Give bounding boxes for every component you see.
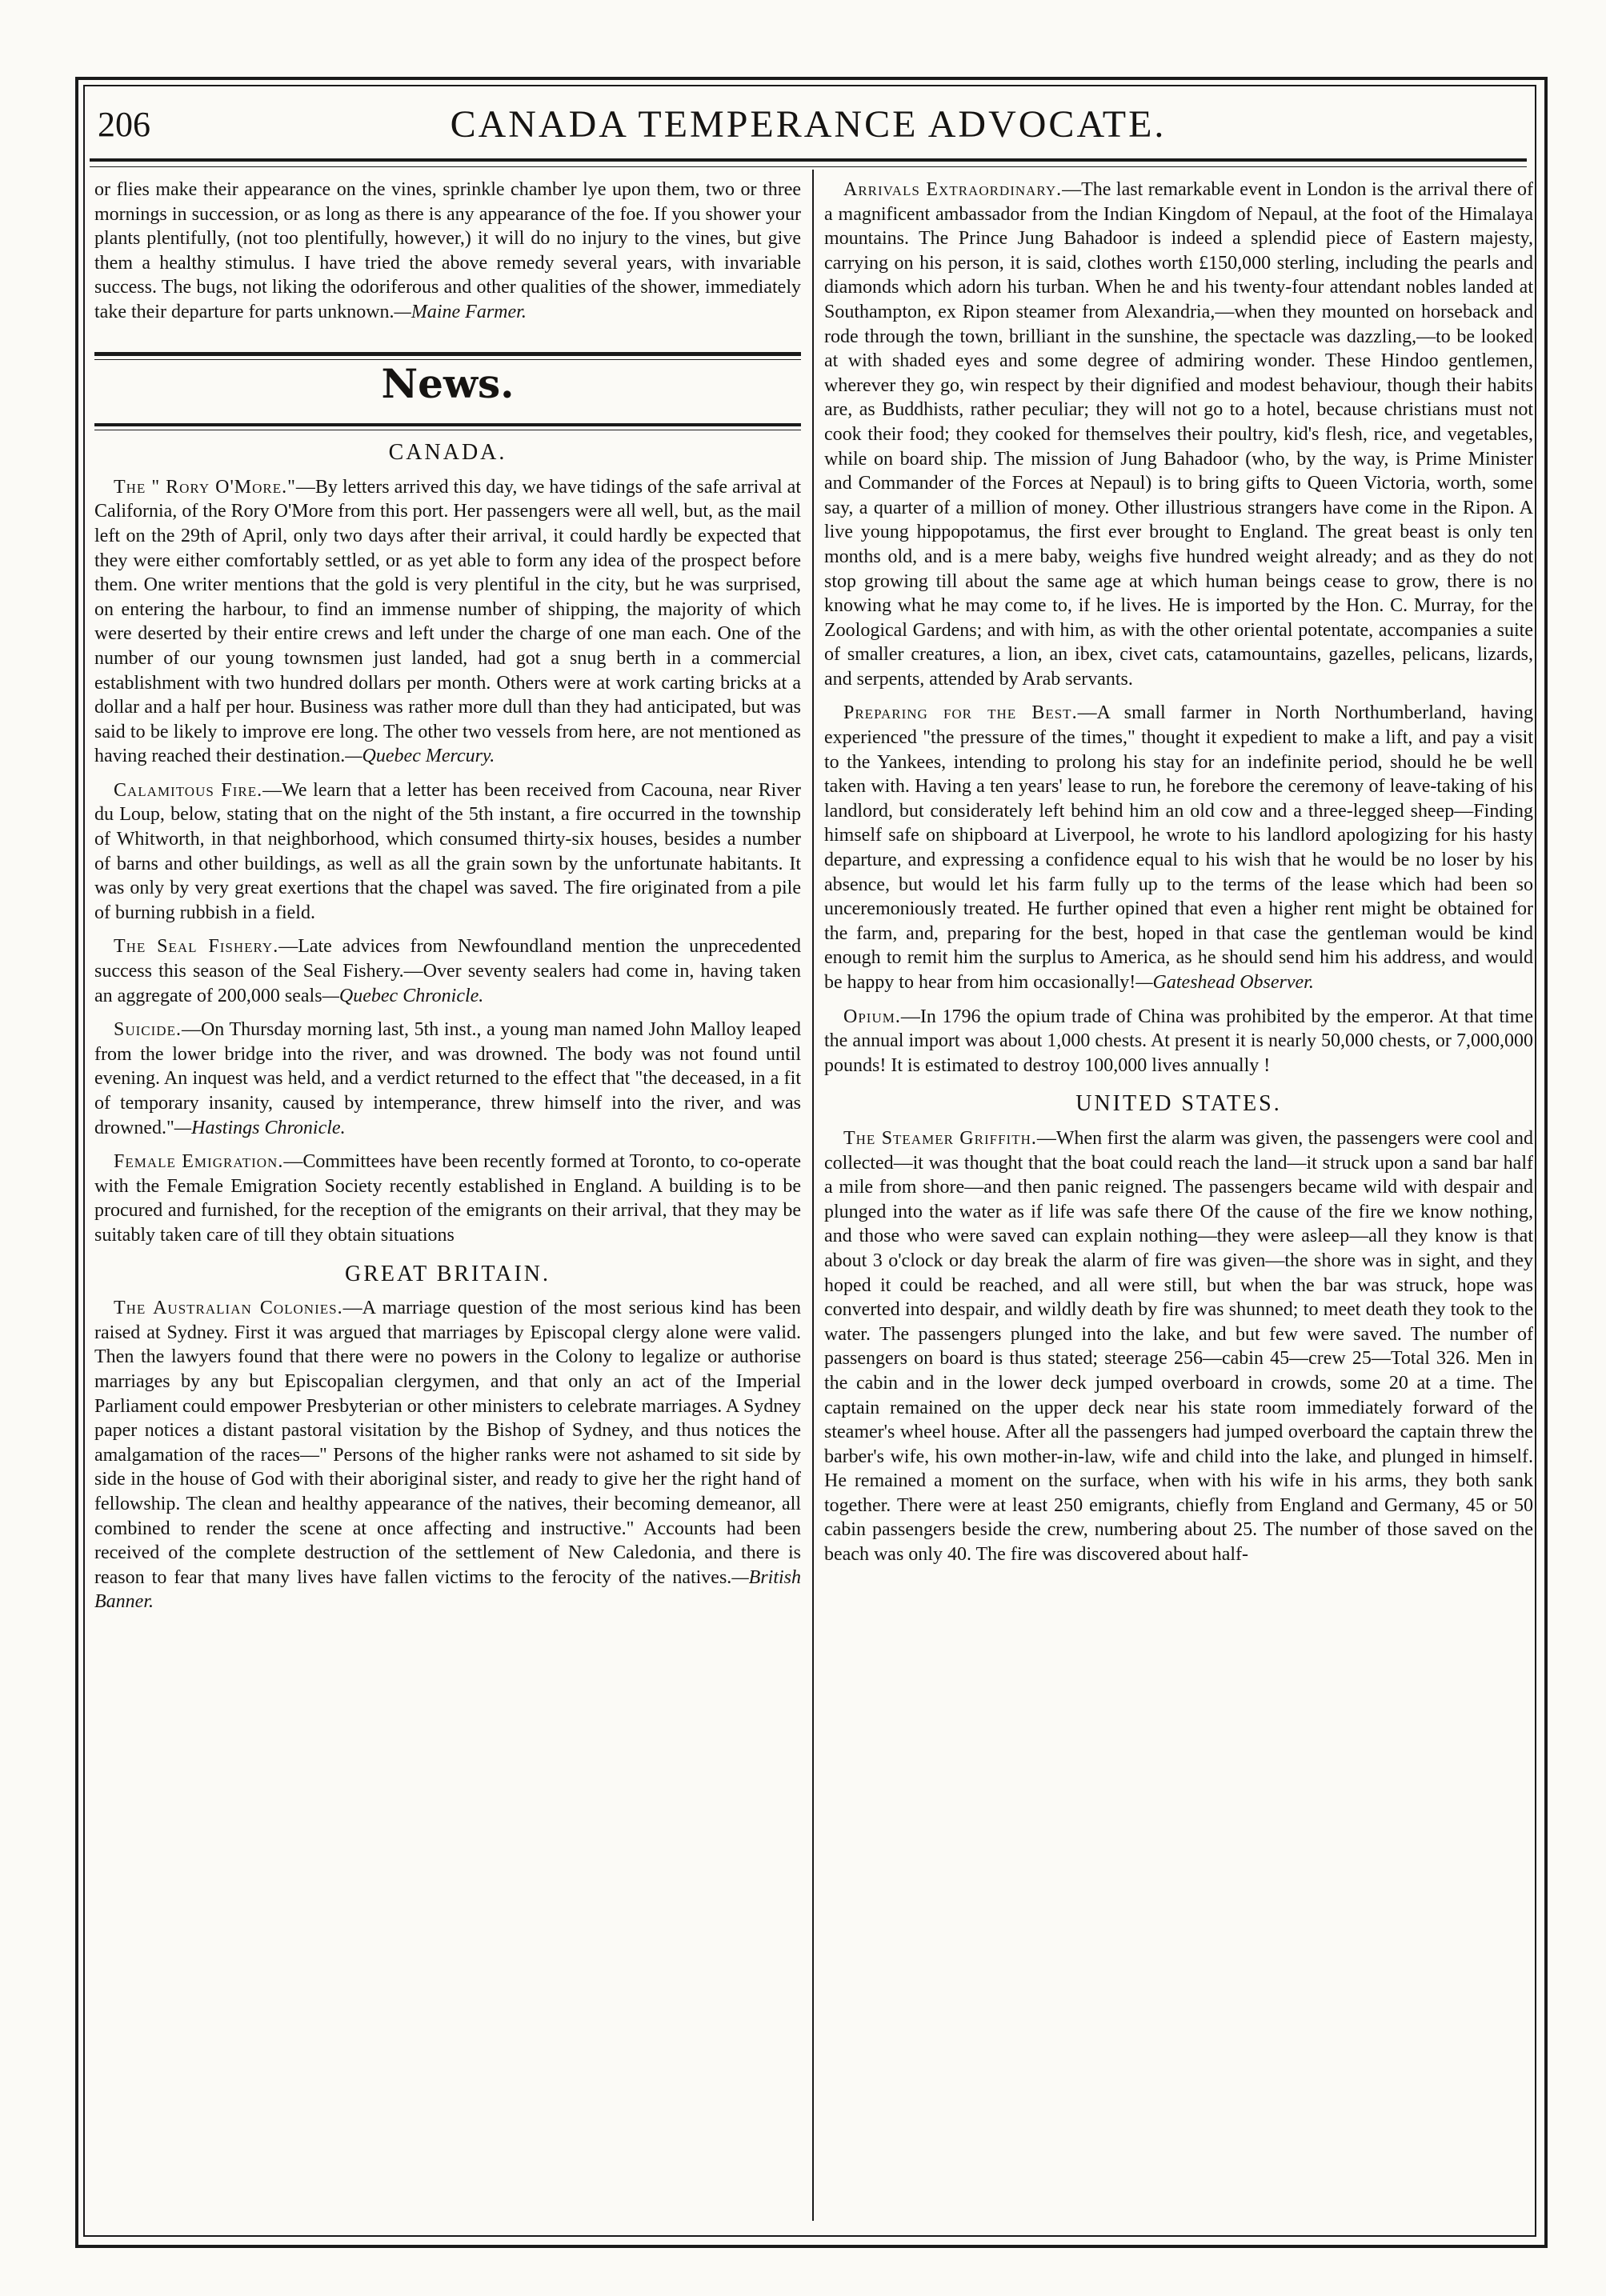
article-source: —Maine Farmer. (394, 301, 527, 322)
article-body: —When first the alarm was given, the passengers were cool and collected—it was thought that the boat could reach the land—it struck upon a sand bar half a mile from shore—and then panic reigned. The passengers became wild with despair and plunged into the water as if life was safe there Of the cause of the fire we know nothing, and those who were saved can explain nothing—they were asleep—all they know is that about 3 o'clock or day break the alarm of fire was given—the shore was in sight, and they hoped it could be reached, and all were still, but when the bar was struck, hope was converted into despair, and wildly death by fire was shunned; to meet death they took to the water. The passengers plunged into the lake, and but few were saved. The number of passengers on board is thus stated; steerage 256—cabin 45—crew 25—Total 326. Men in the cabin and in the lower deck jumped overboard in crowds, some 20 at a time. The captain remained on the upper deck near his state room immediately forward of the steamer's wheel house. After all the passengers had jumped overboard the captain threw the barber's wife, his own mother-in-law, wife and child into the lake, and plunged in himself. He remained a moment on the surface, when with his wife in his arms, they both sank together. There were at least 250 emigrants, chiefly from England and Germany, 45 or 50 cabin passengers beside the crew, numbering about 25. The number of those saved on the beach was only 40. The fire was discovered about half- (824, 1127, 1533, 1566)
section-heading-canada: CANADA. (388, 440, 507, 466)
article-body: or flies make their appearance on the vines, sprinkle chamber lye upon them, two or three mornings in succession, or as long as there is any appearance of the foe. If you shower your plants plentifully, (not too plentifully, however,) it will do no injury to the vines, but give them a healthy stimulus. I have tried the above remedy several years, with invariable success. The bugs, not liking the odoriferous and other qualities of the shower, immediately take their departure for parts unknown. (94, 179, 801, 322)
article-headline: Female Emigration. (114, 1151, 284, 1173)
article-headline: Arrivals Extraordinary. (843, 179, 1063, 200)
page-number: 206 (98, 105, 150, 144)
header-rule (90, 158, 1527, 162)
article-body: —A small farmer in North Northumberland, having experienced "the pressure of the times," thought it expedient to make a lift, and pay a visit to the Yankees, intending to prolong his stay for an indefinite period, should he be well taken with. Having a ten years' lease to run, he forebore the ceremony of leave-taking of his landlord, but considerately left behind him an old cow and a three-legged sheep—Finding himself safe on shipboard at Liverpool, he wrote to his landlord apologizing for his hasty departure, and expressing a confidence equal to his wish that he would be no loser by his absence, but would let his farm fully up to the terms of the lease which had been so unceremoniously treated. He further opined that even a higher rent might be obtained for the farm, and, preparing for the best, hoped in that case the gentleman would be kind enough to remit him the surplus to America, as he should send him his address, and would be happy to hear from him occasionally! (824, 702, 1533, 993)
article-suicide (94, 1018, 801, 1140)
header-rule-thin (90, 166, 1527, 167)
article-headline: The Steamer Griffith. (843, 1127, 1037, 1149)
news-rule-bottom (94, 423, 801, 426)
news-rule-top (94, 352, 801, 356)
page-header (90, 98, 1527, 154)
article-headline: The Australian Colonies. (114, 1298, 343, 1319)
article-headline: Preparing for the Best. (843, 702, 1078, 724)
article-body: —Committees have been recently formed at Toronto, to co-operate with the Female Emigration Society recently established in England. A building is to be procured and furnished, for the reception of the emigrants on their arrival, that they may be suitably taken care of till they obtain situations (94, 1151, 802, 1246)
article-body: —We learn that a letter has been received from Cacouna, near River du Loup, below, stating that on the night of the 5th instant, a fire occurred in the township of Whitworth, in that neighborhood, which consumed thirty-six houses, besides a number of barns and other buildings, as well as all the grain sown by the unfortunate habitants. It was only by very great exertions that the chapel was saved. The fire originated from a pile of burning rubbish in a field. (94, 779, 801, 923)
article-body: —In 1796 the opium trade of China was prohibited by the emperor. At that time the annual import was about 1,000 chests. At present it is nearly 50,000 chests, or 7,000,000 pounds! It is estimated to destroy 100,000 lives annually ! (824, 1006, 1533, 1076)
article-body: —A marriage question of the most serious kind has been raised at Sydney. First it was argued that marriages by Episcopal clergy alone were valid. Then the lawyers found that there were no powers in the Colony to legalize or authorise marriages by any but Episcopalian clergymen, and that only an act of the Imperial Parliament could empower Presbyterian or other ministers to celebrate marriages. A Sydney paper notices a distant pastoral visitation by the Bishop of Sydney, and thus notices the amalgamation of the races—" Persons of the higher ranks were not ashamed to sit side by side in the house of God with their aboriginal sister, and ready to give her the right hand of fellowship. The clean and healthy appearance of the natives, their becoming demeanor, all combined to render the scene at once affecting and instructive." Accounts had been received of the complete destruction of the settlement of New Caledonia, and there is reason to fear that many lives have fallen victims to the ferocity of the natives. (94, 1298, 801, 1588)
article-seal-fishery (94, 934, 801, 1008)
article-preparing-for-the-best (824, 701, 1533, 994)
article-body: —The last remarkable event in London is the arrival there of a magnificent ambassador from the Indian Kingdom of Nepaul, at the foot of the Himalaya mountains. The Prince Jung Bahadoor is indeed a splendid piece of Eastern majesty, carrying on his person, it is said, clothes worth £150,000 sterling, including the pearls and diamonds which adorn his turban. When he and his twenty-four attendant nobles landed at Southampton, ex Ripon steamer from Alexandria,—when they mounted on horseback and rode through the town, brilliant in the sunshine, the spectacle was dazzling,—to be looked at with shaded eyes and some degree of admiring wonder. These Hindoo gentlemen, wherever they go, win respect by their dignified and modest behaviour, though their habits are, as Buddhists, rather peculiar; they will not go to a hotel, because christians must not cook their food; they cooked for themselves their poultry, kid's flesh, rice, and vegetables, while on board ship. The mission of Jung Bahadoor (who, by the way, is Prime Minister and Commander of the Forces at Nepaul) is to bring gifts to Queen Victoria, worth, some say, a quarter of a million of money. Other illustrious strangers have come in the Ripon. A live young hippopotamus, the first ever brought to England. The great beast is only ten months old, and is a mere baby, weighs five hundred weight already; and as they do not stop growing till about the same age at which human beings cease to grow, there is no knowing what he may come to, if he lives. He is imported by the Hon. C. Murray, for the Zoological Gardens; and with him, as with the other oriental potentate, accompanies a suite of smaller creatures, a lion, an ibex, civet cats, catamountains, gazelles, pelicans, lizards, and serpents, attended by Arab servants. (824, 179, 1533, 690)
article-opium (824, 1005, 1533, 1078)
article-headline: The Seal Fishery. (114, 936, 279, 958)
article-source: —Quebec Chronicle. (322, 985, 484, 1006)
article-headline: The " Rory O'More." (114, 476, 296, 498)
article-rory-omore (94, 475, 801, 769)
running-title: CANADA TEMPERANCE ADVOCATE. (450, 103, 1167, 146)
left-column (94, 178, 801, 1624)
article-maine-farmer (94, 178, 801, 325)
article-source: —Gateshead Observer. (1135, 972, 1314, 993)
article-body: —By letters arrived this day, we have tidings of the safe arrival at California, of the Rory O'More from this port. Her passengers were all well, but, as the mail left on the 29th of April, only two days after their arrival, it could hardly be expected that they were either comfortably settled, or as yet able to form any idea of the prospect before them. One writer mentions that the gold is very plentiful in the city, but he was surprised, on entering the harbour, to find an immense number of shipping, the majority of which were deserted by their entire crews and left under the charge of one man each. One of the number of our young townsmen just landed, had got a snug berth in a commercial establishment with two hundred dollars per month. Others were at work carting bricks at a dollar and a half per hour. Business was rather more dull than they had anticipated, but was said to be likely to improve ere long. The other two vessels from here, are not mentioned as having reached their destination. (94, 476, 801, 767)
right-column (824, 178, 1533, 1577)
article-headline: Opium. (843, 1006, 901, 1027)
article-source: —Hastings Chronicle. (174, 1117, 346, 1138)
article-source: —Quebec Mercury. (345, 746, 495, 767)
article-arrivals-extraordinary (824, 178, 1533, 691)
article-calamitous-fire (94, 778, 801, 926)
section-heading-united-states: UNITED STATES. (1075, 1091, 1282, 1117)
article-headline: Calamitous Fire. (114, 779, 263, 801)
news-heading: News. (381, 359, 515, 407)
article-steamer-griffith (824, 1126, 1533, 1567)
article-female-emigration (94, 1150, 801, 1247)
article-source: —British Banner. (94, 1566, 801, 1613)
article-body: —Late advices from Newfoundland mention the unprecedented success this season of the Seal Fishery.—Over seventy sealers had come in, having taken an aggregate of 200,000 seals (94, 936, 801, 1006)
article-australian-colonies (94, 1296, 801, 1614)
column-divider (812, 170, 814, 2221)
section-heading-great-britain: GREAT BRITAIN. (344, 1261, 551, 1286)
article-body: —On Thursday morning last, 5th inst., a young man named John Malloy leaped from the lower bridge into the river, and was drowned. The body was not found until evening. An inquest was held, and a verdict returned to the effect that "the deceased, in a fit of temporary insanity, caused by intemperance, threw himself into the river, and was drowned." (94, 1019, 801, 1138)
article-headline: Suicide. (114, 1019, 182, 1041)
